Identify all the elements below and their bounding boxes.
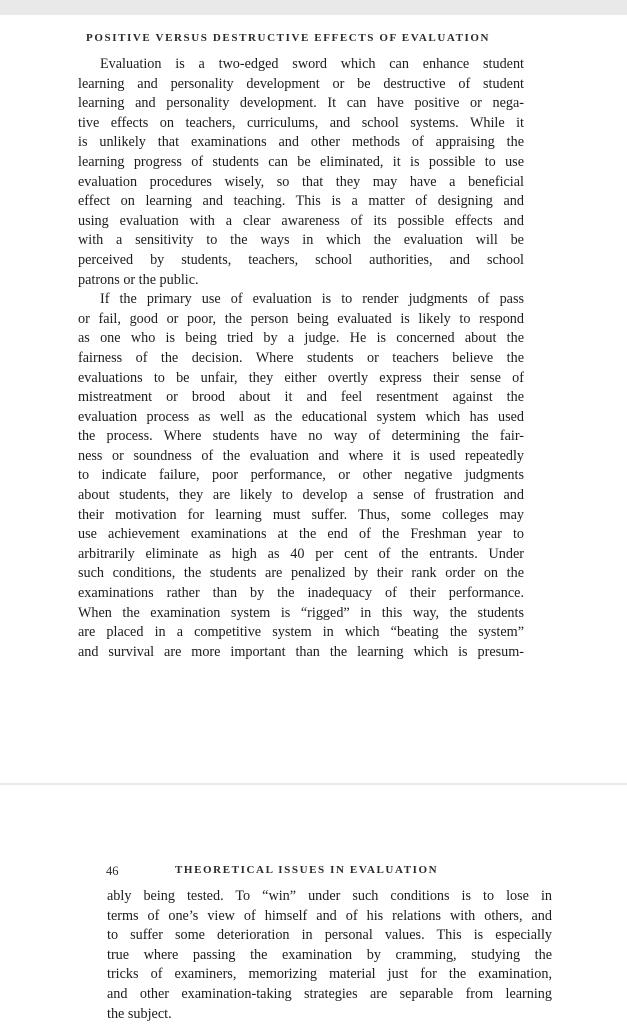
text-line: effect on learning and teaching. This is a matter of designing and [78,193,524,210]
text-line: learning progress of students can be eliminated, it is possible to use [78,153,524,170]
text-line: as one who is being tried by a judge. He is concerned about the [78,330,524,347]
paragraph-2 [78,290,524,662]
text-line: ness or soundness of the evaluation and where it is used repeatedly [78,447,524,464]
text-line: mistreatment or brood about it and feel resentment against the [78,389,524,406]
page-text [78,55,524,662]
text-line: about students, they are likely to develop a sense of frustration and [78,487,524,504]
book-page-top [0,15,627,783]
text-line: to indicate failure, poor performance, or other negative judgments [78,467,524,484]
text-line: evaluation process as well as the educational system which has used [78,408,524,425]
text-line: with a sensitivity to the ways in which the evaluation will be [78,232,524,249]
text-line: ably being tested. To “win” under such conditions is to lose in [107,888,552,904]
text-line: Evaluation is a two-edged sword which can enhance student [100,56,524,72]
page-text [107,887,552,1024]
text-line: learning and personality development or be destructive of student [78,75,524,92]
text-line: evaluations to be unfair, they either overtly express their sense of [78,369,524,386]
text-line: and survival are more important than the learning which is presum- [78,643,524,660]
text-line: tive effects on teachers, curriculums, and school systems. While it [78,114,524,131]
text-line: to suffer some deterioration in personal values. This is especially [107,927,552,944]
text-line: patrons or the public. [78,271,199,288]
text-line: is unlikely that examinations and other methods of appraising the [78,134,524,151]
text-line: are placed in a competitive system in which “beating the system” [78,624,524,641]
text-line: the process. Where students have no way of determining the fair- [78,428,524,445]
text-line: examinations rather than by the inadequacy of their performance. [78,585,524,602]
text-line: arbitrarily eliminate as high as 40 per cent of the entrants. Under [78,545,524,562]
text-line: and other examination-taking strategies are separable from learning [107,985,552,1002]
text-line: use achievement examinations at the end of the Freshman year to [78,526,524,543]
text-line: learning and personality development. It can have positive or nega- [78,95,524,112]
running-head: THEORETICAL ISSUES IN EVALUATION [175,864,439,876]
text-line: tricks of examiners, memorizing material just for the examination, [107,966,552,983]
text-line: When the examination system is “rigged” in this way, the students [78,604,524,621]
running-head: POSITIVE VERSUS DESTRUCTIVE EFFECTS OF EVALUATION [86,32,491,44]
text-line: the subject. [107,1005,172,1022]
text-line: or fail, good or poor, the person being evaluated is likely to respond [78,310,524,327]
text-line: their motivation for learning must suffer. Thus, some colleges may [78,506,524,523]
text-line: fairness of the decision. Where students or teachers believe the [78,349,524,366]
text-line: such conditions, the students are penalized by their rank order on the [78,565,524,582]
text-line: terms of one’s view of himself and of his relations with others, and [107,907,552,924]
text-line: If the primary use of evaluation is to render judgments of pass [100,291,524,308]
paragraph-1 [78,55,524,290]
page-number: 46 [106,864,119,878]
text-line: using evaluation with a clear awareness of its possible effects and [78,212,524,229]
book-page-bottom [0,785,627,1024]
text-line: true where passing the examination by cramming, studying the [107,946,552,963]
text-line: perceived by students, teachers, school authorities, and school [78,251,524,268]
text-line: evaluation procedures wisely, so that they may have a beneficial [78,173,524,190]
